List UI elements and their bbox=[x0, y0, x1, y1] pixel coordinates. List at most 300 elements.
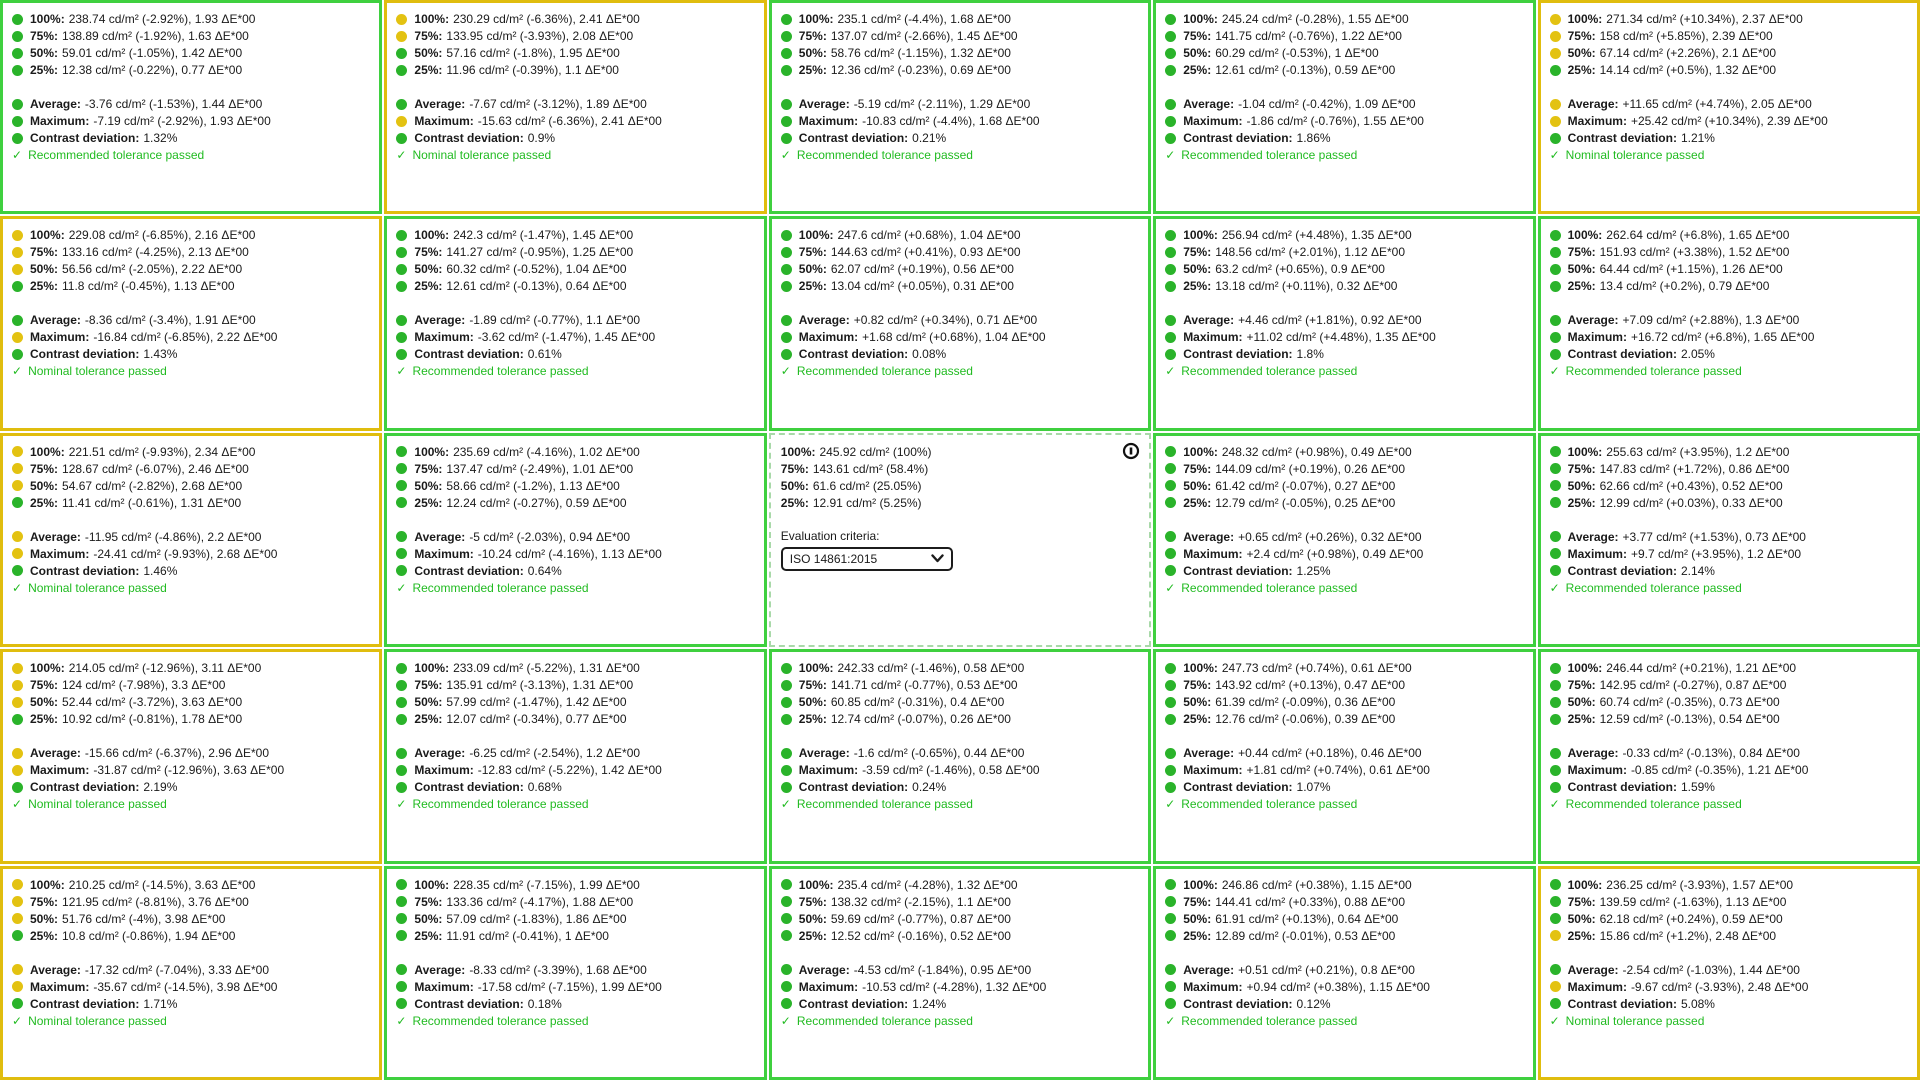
status-dot-green bbox=[1165, 913, 1176, 924]
measurement-line-3 bbox=[1165, 478, 1523, 494]
status-dot-yellow bbox=[12, 480, 23, 491]
status-dot-green bbox=[781, 964, 792, 975]
status-dot-green bbox=[396, 565, 407, 576]
measurement-value: 57.16 cd/m² (-1.8%), 1.95 ΔE*00 bbox=[446, 46, 620, 60]
measurement-value: -11.95 cd/m² (-4.86%), 2.2 ΔE*00 bbox=[84, 529, 262, 544]
tolerance-status-text: Recommended tolerance passed bbox=[796, 364, 973, 379]
info-icon[interactable] bbox=[1122, 442, 1140, 460]
status-dot-yellow bbox=[12, 913, 23, 924]
measurement-value: 256.94 cd/m² (+4.48%), 1.35 ΔE*00 bbox=[1221, 228, 1412, 243]
measurement-value: 141.27 cd/m² (-0.95%), 1.25 ΔE*00 bbox=[446, 245, 634, 260]
measurement-panel bbox=[769, 0, 1151, 214]
measurement-panel bbox=[1538, 216, 1920, 430]
measurement-label: Contrast deviation: bbox=[1567, 563, 1677, 578]
measurement-label: Maximum: bbox=[30, 546, 90, 561]
measurement-line-summary-3 bbox=[12, 563, 370, 579]
measurement-label: 50%: bbox=[1567, 911, 1596, 926]
status-dot-green bbox=[1165, 247, 1176, 258]
measurement-value: 5.08% bbox=[1680, 996, 1715, 1011]
measurement-label: 100%: bbox=[1567, 661, 1603, 676]
check-icon: ✓ bbox=[780, 148, 791, 162]
measurement-panel bbox=[384, 649, 766, 863]
measurement-value: 143.92 cd/m² (+0.13%), 0.47 ΔE*00 bbox=[1215, 678, 1405, 693]
status-dot-yellow bbox=[1550, 99, 1561, 110]
line-spacer bbox=[1550, 512, 1908, 528]
measurement-value: +2.4 cd/m² (+0.98%), 0.49 ΔE*00 bbox=[1246, 546, 1424, 561]
measurement-value: 63.2 cd/m² (+0.65%), 0.9 ΔE*00 bbox=[1215, 262, 1385, 277]
status-dot-green bbox=[396, 65, 407, 76]
measurement-value: 12.76 cd/m² (-0.06%), 0.39 ΔE*00 bbox=[1215, 712, 1396, 727]
tolerance-status-text: Recommended tolerance passed bbox=[1565, 364, 1742, 379]
status-dot-green bbox=[1550, 497, 1561, 508]
evaluation-criteria-selected-value: ISO 14861:2015 bbox=[789, 551, 878, 566]
measurement-line-summary-1 bbox=[781, 312, 1139, 328]
check-icon: ✓ bbox=[1165, 797, 1176, 812]
measurement-value: -12.83 cd/m² (-5.22%), 1.42 ΔE*00 bbox=[477, 763, 662, 778]
measurement-line-summary-2 bbox=[396, 329, 754, 345]
measurement-line-2 bbox=[781, 28, 1139, 44]
measurement-line-2 bbox=[396, 894, 754, 910]
measurement-line-summary-3 bbox=[12, 346, 370, 362]
measurement-value: -15.66 cd/m² (-6.37%), 2.96 ΔE*00 bbox=[84, 746, 270, 761]
measurement-value: 158 cd/m² (+5.85%), 2.39 ΔE*00 bbox=[1599, 29, 1773, 43]
measurement-label: 50%: bbox=[30, 46, 59, 60]
line-spacer bbox=[1550, 295, 1908, 311]
measurement-label: Maximum: bbox=[30, 114, 90, 128]
measurement-label: Average: bbox=[1183, 97, 1235, 111]
measurement-label: 100%: bbox=[414, 444, 450, 459]
status-dot-green bbox=[781, 765, 792, 776]
measurement-line-3 bbox=[396, 261, 754, 277]
status-dot-green bbox=[1550, 281, 1561, 292]
measurement-line-summary-1 bbox=[12, 745, 370, 761]
status-dot-green bbox=[12, 116, 23, 127]
check-icon: ✓ bbox=[1549, 1013, 1560, 1028]
status-dot-green bbox=[1550, 247, 1561, 258]
measurement-line-summary-2 bbox=[1165, 546, 1523, 562]
tolerance-status bbox=[781, 147, 1139, 163]
measurement-value: 62.66 cd/m² (+0.43%), 0.52 ΔE*00 bbox=[1599, 478, 1783, 493]
measurement-label: 25%: bbox=[1567, 928, 1596, 943]
measurement-value: +25.42 cd/m² (+10.34%), 2.39 ΔE*00 bbox=[1630, 114, 1828, 128]
measurement-label: 50%: bbox=[414, 478, 443, 493]
measurement-label: Maximum: bbox=[1567, 330, 1627, 345]
measurement-line-2 bbox=[1165, 461, 1523, 477]
measurement-label: 50%: bbox=[30, 478, 59, 493]
status-dot-green bbox=[781, 247, 792, 258]
measurement-label: 25%: bbox=[30, 495, 59, 510]
status-dot-green bbox=[1550, 264, 1561, 275]
status-dot-green bbox=[1550, 697, 1561, 708]
measurement-line-4 bbox=[12, 495, 370, 511]
status-dot-green bbox=[1550, 765, 1561, 776]
measurement-value: 12.89 cd/m² (-0.01%), 0.53 ΔE*00 bbox=[1215, 928, 1396, 943]
check-icon: ✓ bbox=[780, 364, 791, 379]
measurement-label: Average: bbox=[798, 962, 850, 977]
measurement-value: 143.61 cd/m² (58.4%) bbox=[812, 461, 929, 476]
measurement-value: 12.59 cd/m² (-0.13%), 0.54 ΔE*00 bbox=[1599, 712, 1780, 727]
status-dot-green bbox=[781, 99, 792, 110]
measurement-value: 12.99 cd/m² (+0.03%), 0.33 ΔE*00 bbox=[1599, 495, 1783, 510]
measurement-line-3 bbox=[1550, 478, 1908, 494]
measurement-value: -15.63 cd/m² (-6.36%), 2.41 ΔE*00 bbox=[477, 114, 662, 128]
measurement-panel bbox=[0, 649, 382, 863]
measurement-value: 12.79 cd/m² (-0.05%), 0.25 ΔE*00 bbox=[1215, 495, 1396, 510]
status-dot-yellow bbox=[12, 680, 23, 691]
status-dot-green bbox=[396, 765, 407, 776]
measurement-line-summary-2 bbox=[1165, 979, 1523, 995]
check-icon: ✓ bbox=[1549, 580, 1560, 595]
measurement-label: 50%: bbox=[1183, 911, 1212, 926]
measurement-value: -10.83 cd/m² (-4.4%), 1.68 ΔE*00 bbox=[862, 114, 1040, 128]
measurement-line-summary-3 bbox=[781, 996, 1139, 1012]
measurement-line-1 bbox=[781, 660, 1139, 676]
measurement-label: 50%: bbox=[414, 911, 443, 926]
measurement-line-2 bbox=[781, 894, 1139, 910]
measurement-line-1 bbox=[1165, 444, 1523, 460]
status-dot-yellow bbox=[12, 264, 23, 275]
measurement-line-4 bbox=[1165, 495, 1523, 511]
measurement-line-summary-1 bbox=[1550, 745, 1908, 761]
measurement-label: Average: bbox=[1567, 313, 1619, 328]
status-dot-yellow bbox=[1550, 31, 1561, 42]
measurement-label: 100%: bbox=[780, 444, 816, 459]
status-dot-green bbox=[396, 680, 407, 691]
status-dot-green bbox=[1165, 748, 1176, 759]
measurement-value: -10.24 cd/m² (-4.16%), 1.13 ΔE*00 bbox=[477, 546, 662, 561]
measurement-label: 25%: bbox=[1567, 495, 1596, 510]
measurement-line-summary-1 bbox=[1550, 96, 1908, 112]
measurement-label: Maximum: bbox=[414, 330, 474, 345]
status-dot-green bbox=[1165, 714, 1176, 725]
check-icon: ✓ bbox=[396, 1013, 407, 1028]
measurement-line-summary-1 bbox=[781, 96, 1139, 112]
measurement-label: Contrast deviation: bbox=[798, 780, 909, 795]
measurement-line-summary-3 bbox=[1165, 563, 1523, 579]
measurement-line-2 bbox=[1165, 244, 1523, 260]
measurement-line-summary-1 bbox=[12, 529, 370, 545]
measurement-label: Average: bbox=[414, 962, 466, 977]
measurement-line-2 bbox=[1550, 244, 1908, 260]
status-dot-green bbox=[12, 714, 23, 725]
measurement-value: 144.09 cd/m² (+0.19%), 0.26 ΔE*00 bbox=[1215, 461, 1405, 476]
measurement-value: 247.6 cd/m² (+0.68%), 1.04 ΔE*00 bbox=[837, 228, 1021, 243]
measurement-line-2 bbox=[12, 461, 370, 477]
status-dot-green bbox=[781, 663, 792, 674]
tolerance-status bbox=[781, 1013, 1139, 1029]
measurement-label: 25%: bbox=[1567, 63, 1596, 77]
measurement-value: 235.1 cd/m² (-4.4%), 1.68 ΔE*00 bbox=[837, 12, 1011, 26]
measurement-line-1 bbox=[12, 877, 370, 893]
measurement-line-summary-3 bbox=[1550, 996, 1908, 1012]
measurement-value: 133.16 cd/m² (-4.25%), 2.13 ΔE*00 bbox=[62, 245, 249, 260]
measurement-line-summary-3 bbox=[1550, 779, 1908, 795]
measurement-line-summary-2 bbox=[12, 762, 370, 778]
status-dot-green bbox=[1550, 332, 1561, 343]
status-dot-green bbox=[396, 548, 407, 559]
measurement-line-3 bbox=[1550, 45, 1908, 61]
measurement-panel bbox=[1538, 866, 1920, 1080]
measurement-label: Maximum: bbox=[414, 114, 474, 128]
measurement-value: 12.52 cd/m² (-0.16%), 0.52 ΔE*00 bbox=[830, 928, 1011, 943]
measurement-line-1 bbox=[396, 227, 754, 243]
measurement-value: -1.89 cd/m² (-0.77%), 1.1 ΔE*00 bbox=[469, 313, 641, 328]
measurement-value: 124 cd/m² (-7.98%), 3.3 ΔE*00 bbox=[62, 678, 226, 693]
measurement-label: Contrast deviation: bbox=[798, 131, 909, 145]
measurement-label: 50%: bbox=[1183, 478, 1212, 493]
measurement-label: 50%: bbox=[30, 695, 59, 710]
check-icon: ✓ bbox=[1549, 148, 1560, 162]
status-dot-green bbox=[1550, 531, 1561, 542]
measurement-line-summary-1 bbox=[1165, 312, 1523, 328]
status-dot-green bbox=[1165, 782, 1176, 793]
status-dot-green bbox=[781, 896, 792, 907]
measurement-value: 138.32 cd/m² (-2.15%), 1.1 ΔE*00 bbox=[830, 894, 1011, 909]
measurement-value: 58.76 cd/m² (-1.15%), 1.32 ΔE*00 bbox=[830, 46, 1011, 60]
measurement-line-summary-3 bbox=[1165, 996, 1523, 1012]
measurement-line-3 bbox=[781, 45, 1139, 61]
tolerance-status-text: Recommended tolerance passed bbox=[412, 364, 589, 379]
line-spacer bbox=[1165, 945, 1523, 961]
measurement-label: 75%: bbox=[414, 245, 443, 260]
measurement-panel bbox=[0, 866, 382, 1080]
tolerance-status-text: Recommended tolerance passed bbox=[796, 797, 973, 812]
measurement-label: 25%: bbox=[30, 928, 59, 943]
measurement-value: 0.68% bbox=[527, 780, 562, 795]
status-dot-green bbox=[396, 663, 407, 674]
status-dot-green bbox=[12, 14, 23, 25]
measurement-label: Maximum: bbox=[1567, 114, 1627, 128]
measurement-label: Contrast deviation: bbox=[1183, 131, 1293, 145]
status-dot-green bbox=[1165, 446, 1176, 457]
status-dot-green bbox=[781, 913, 792, 924]
measurement-label: Average: bbox=[30, 529, 81, 544]
measurement-value: -1.86 cd/m² (-0.76%), 1.55 ΔE*00 bbox=[1246, 114, 1424, 128]
measurement-value: 15.86 cd/m² (+1.2%), 2.48 ΔE*00 bbox=[1599, 928, 1777, 943]
measurement-line-4 bbox=[396, 62, 754, 78]
measurement-label: 100%: bbox=[1183, 228, 1218, 243]
status-dot-green bbox=[781, 879, 792, 890]
measurement-label: 75%: bbox=[30, 894, 59, 909]
measurement-value: +0.65 cd/m² (+0.26%), 0.32 ΔE*00 bbox=[1238, 529, 1422, 544]
status-dot-green bbox=[781, 31, 792, 42]
measurement-line-3 bbox=[1550, 261, 1908, 277]
status-dot-green bbox=[12, 349, 23, 360]
status-dot-green bbox=[1550, 913, 1561, 924]
status-dot-green bbox=[1165, 497, 1176, 508]
measurement-label: 75%: bbox=[798, 894, 827, 909]
status-dot-yellow bbox=[12, 446, 23, 457]
check-icon: ✓ bbox=[780, 797, 791, 812]
measurement-value: 61.91 cd/m² (+0.13%), 0.64 ΔE*00 bbox=[1215, 911, 1399, 926]
measurement-label: 75%: bbox=[414, 678, 443, 693]
measurement-value: 62.18 cd/m² (+0.24%), 0.59 ΔE*00 bbox=[1599, 911, 1783, 926]
status-dot-green bbox=[1165, 332, 1176, 343]
status-dot-green bbox=[1165, 99, 1176, 110]
measurement-label: Average: bbox=[414, 313, 466, 328]
measurement-line-summary-2 bbox=[1550, 979, 1908, 995]
measurement-value: +7.09 cd/m² (+2.88%), 1.3 ΔE*00 bbox=[1622, 313, 1800, 328]
measurement-label: 25%: bbox=[1567, 712, 1596, 727]
measurement-value: 0.12% bbox=[1296, 996, 1331, 1011]
status-dot-green bbox=[1165, 315, 1176, 326]
measurement-value: 11.96 cd/m² (-0.39%), 1.1 ΔE*00 bbox=[446, 63, 619, 77]
measurement-label: 50%: bbox=[1183, 46, 1212, 60]
measurement-label: Contrast deviation: bbox=[414, 131, 524, 145]
status-dot-yellow bbox=[12, 463, 23, 474]
line-spacer bbox=[1165, 728, 1523, 744]
measurement-value: 59.01 cd/m² (-1.05%), 1.42 ΔE*00 bbox=[62, 46, 243, 60]
measurement-value: 14.14 cd/m² (+0.5%), 1.32 ΔE*00 bbox=[1599, 63, 1777, 77]
measurement-value: -8.33 cd/m² (-3.39%), 1.68 ΔE*00 bbox=[469, 962, 647, 977]
measurement-value: 58.66 cd/m² (-1.2%), 1.13 ΔE*00 bbox=[446, 478, 620, 493]
measurement-value: -31.87 cd/m² (-12.96%), 3.63 ΔE*00 bbox=[93, 763, 285, 778]
measurement-line-4 bbox=[1550, 278, 1908, 294]
measurement-line-2 bbox=[781, 677, 1139, 693]
measurement-value: +11.65 cd/m² (+4.74%), 2.05 ΔE*00 bbox=[1622, 97, 1812, 111]
measurement-value: -3.59 cd/m² (-1.46%), 0.58 ΔE*00 bbox=[862, 763, 1040, 778]
measurement-label: Average: bbox=[414, 97, 466, 111]
line-spacer bbox=[1165, 79, 1523, 95]
line-spacer bbox=[396, 512, 754, 528]
status-dot-green bbox=[396, 714, 407, 725]
measurement-label: Average: bbox=[30, 313, 81, 328]
evaluation-criteria-select[interactable] bbox=[781, 547, 953, 571]
status-dot-green bbox=[1165, 349, 1176, 360]
measurement-label: 75%: bbox=[1567, 29, 1596, 43]
measurement-label: 100%: bbox=[798, 877, 834, 892]
measurement-line-1 bbox=[1550, 444, 1908, 460]
tolerance-status-text: Recommended tolerance passed bbox=[796, 148, 973, 162]
measurement-panel bbox=[1538, 433, 1920, 647]
measurement-value: 228.35 cd/m² (-7.15%), 1.99 ΔE*00 bbox=[453, 877, 640, 892]
measurement-line-2 bbox=[396, 244, 754, 260]
status-dot-green bbox=[396, 748, 407, 759]
measurement-label: Maximum: bbox=[798, 763, 859, 778]
status-dot-green bbox=[1165, 879, 1176, 890]
measurement-label: Maximum: bbox=[1567, 763, 1627, 778]
tolerance-status-text: Nominal tolerance passed bbox=[28, 797, 167, 812]
measurement-line-1 bbox=[1550, 660, 1908, 676]
tolerance-status bbox=[1550, 147, 1908, 163]
line-spacer bbox=[1550, 945, 1908, 961]
measurement-value: +0.51 cd/m² (+0.21%), 0.8 ΔE*00 bbox=[1238, 962, 1415, 977]
status-dot-green bbox=[396, 480, 407, 491]
status-dot-yellow bbox=[12, 748, 23, 759]
measurement-value: -5 cd/m² (-2.03%), 0.94 ΔE*00 bbox=[469, 529, 631, 544]
measurement-value: 242.3 cd/m² (-1.47%), 1.45 ΔE*00 bbox=[453, 228, 634, 243]
status-dot-yellow bbox=[12, 548, 23, 559]
measurement-line-1 bbox=[1165, 227, 1523, 243]
measurement-line-4 bbox=[1550, 62, 1908, 78]
measurement-panel bbox=[1153, 216, 1535, 430]
status-dot-yellow bbox=[1550, 116, 1561, 127]
measurement-line-4 bbox=[1165, 711, 1523, 727]
status-dot-green bbox=[781, 714, 792, 725]
measurement-label: Average: bbox=[30, 962, 81, 977]
measurement-panel bbox=[1538, 0, 1920, 214]
tolerance-status bbox=[12, 363, 370, 379]
measurement-line-2 bbox=[1165, 677, 1523, 693]
measurement-label: Maximum: bbox=[30, 763, 90, 778]
tolerance-status bbox=[12, 796, 370, 812]
measurement-value: 12.61 cd/m² (-0.13%), 0.59 ΔE*00 bbox=[1215, 63, 1396, 77]
measurement-label: 100%: bbox=[1183, 661, 1218, 676]
measurement-value: 141.71 cd/m² (-0.77%), 0.53 ΔE*00 bbox=[830, 678, 1018, 693]
measurement-line-4 bbox=[1550, 495, 1908, 511]
measurement-value: 139.59 cd/m² (-1.63%), 1.13 ΔE*00 bbox=[1599, 894, 1787, 909]
measurement-label: 100%: bbox=[798, 228, 834, 243]
measurement-line-summary-3 bbox=[396, 779, 754, 795]
tolerance-status bbox=[1165, 363, 1523, 379]
check-icon: ✓ bbox=[12, 148, 23, 162]
tolerance-status-text: Recommended tolerance passed bbox=[1181, 580, 1358, 595]
measurement-label: 50%: bbox=[780, 478, 809, 493]
status-dot-green bbox=[1165, 264, 1176, 275]
measurement-label: Average: bbox=[1567, 529, 1619, 544]
status-dot-green bbox=[1550, 680, 1561, 691]
measurement-value: +11.02 cd/m² (+4.48%), 1.35 ΔE*00 bbox=[1246, 330, 1436, 345]
measurement-label: 100%: bbox=[30, 877, 65, 892]
measurement-line-summary-3 bbox=[396, 996, 754, 1012]
measurement-line-summary-1 bbox=[1165, 96, 1523, 112]
status-dot-green bbox=[12, 782, 23, 793]
measurement-value: -1.04 cd/m² (-0.42%), 1.09 ΔE*00 bbox=[1238, 97, 1416, 111]
measurement-value: 142.95 cd/m² (-0.27%), 0.87 ΔE*00 bbox=[1599, 678, 1787, 693]
measurement-label: Maximum: bbox=[1567, 979, 1627, 994]
measurement-value: -0.33 cd/m² (-0.13%), 0.84 ΔE*00 bbox=[1622, 746, 1800, 761]
measurement-label: Maximum: bbox=[30, 979, 90, 994]
measurement-label: 100%: bbox=[30, 228, 65, 243]
measurement-line-2 bbox=[396, 461, 754, 477]
measurement-label: 25%: bbox=[1183, 928, 1212, 943]
status-dot-yellow bbox=[12, 230, 23, 241]
status-dot-green bbox=[1165, 930, 1176, 941]
status-dot-green bbox=[1165, 697, 1176, 708]
measurement-value: 13.4 cd/m² (+0.2%), 0.79 ΔE*00 bbox=[1599, 279, 1770, 294]
measurement-value: +9.7 cd/m² (+3.95%), 1.2 ΔE*00 bbox=[1630, 546, 1802, 561]
measurement-line-4 bbox=[781, 928, 1139, 944]
measurement-value: 59.69 cd/m² (-0.77%), 0.87 ΔE*00 bbox=[830, 911, 1011, 926]
measurement-label: Maximum: bbox=[1183, 546, 1243, 561]
measurement-value: 255.63 cd/m² (+3.95%), 1.2 ΔE*00 bbox=[1606, 444, 1790, 459]
measurement-value: 238.74 cd/m² (-2.92%), 1.93 ΔE*00 bbox=[68, 12, 256, 26]
measurement-label: Average: bbox=[1567, 97, 1619, 111]
measurement-label: Contrast deviation: bbox=[1567, 996, 1677, 1011]
measurement-panel bbox=[0, 433, 382, 647]
status-dot-green bbox=[396, 697, 407, 708]
measurement-line-summary-3 bbox=[1165, 346, 1523, 362]
measurement-line-1 bbox=[781, 877, 1139, 893]
measurement-line-2 bbox=[1165, 28, 1523, 44]
tolerance-status bbox=[1165, 147, 1523, 163]
status-dot-green bbox=[12, 133, 23, 144]
measurement-value: +16.72 cd/m² (+6.8%), 1.65 ΔE*00 bbox=[1630, 330, 1815, 345]
status-dot-green bbox=[396, 981, 407, 992]
measurement-value: 60.29 cd/m² (-0.53%), 1 ΔE*00 bbox=[1215, 46, 1379, 60]
measurement-label: 50%: bbox=[414, 262, 443, 277]
status-dot-green bbox=[396, 531, 407, 542]
measurement-label: 100%: bbox=[798, 661, 834, 676]
measurement-line-summary-1 bbox=[12, 962, 370, 978]
tolerance-status-text: Recommended tolerance passed bbox=[1181, 148, 1358, 162]
measurement-label: 100%: bbox=[1567, 228, 1603, 243]
measurement-value: 54.67 cd/m² (-2.82%), 2.68 ΔE*00 bbox=[62, 478, 243, 493]
measurement-label: 75%: bbox=[1183, 894, 1212, 909]
measurement-line-summary-3 bbox=[1165, 130, 1523, 146]
measurement-line-summary-2 bbox=[12, 546, 370, 562]
status-dot-yellow bbox=[12, 663, 23, 674]
